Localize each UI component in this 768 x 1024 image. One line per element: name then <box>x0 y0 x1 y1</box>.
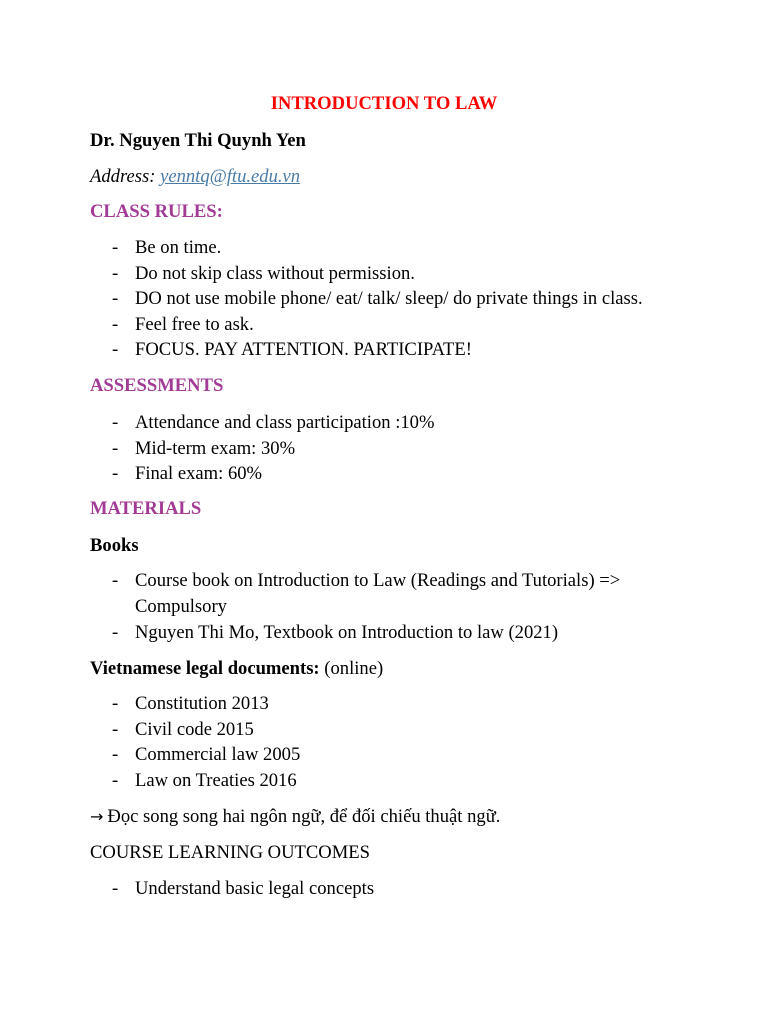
outcomes-heading: COURSE LEARNING OUTCOMES <box>90 842 370 863</box>
materials-heading: MATERIALS <box>90 498 202 519</box>
class-rules-heading: CLASS RULES: <box>90 201 223 222</box>
legal-docs-note: (online) <box>324 658 384 679</box>
document-title: INTRODUCTION TO LAW <box>270 93 498 114</box>
address-line <box>90 166 300 188</box>
legal-docs-heading: Vietnamese legal documents: <box>90 658 320 679</box>
arrow-right-icon: → <box>90 807 104 826</box>
address-email-link[interactable]: yenntq@ftu.edu.vn <box>160 166 301 187</box>
bilingual-note: Đọc song song hai ngôn ngữ, để đối chiếu thuật ngữ. <box>107 806 501 827</box>
address-label: Address: <box>90 166 156 187</box>
document-page: INTRODUCTION TO LAW Dr. Nguyen Thi Quynh Yen Address: yenntq@ftu.edu.vn CLASS RULES: - Be on time. - Do not skip class without permission. - DO not use mobile phone/ eat/ talk/ sleep/ do private things in class. - Feel free to ask. - FOCUS. PAY ATTENTION. PARTICIPATE! ASSESSMENTS - Attendance and class participation :10% - Mid-term exam: 30% - Final exam: 60% MATERIALS Books - Course book on Introduction to Law (Readings and Tutorials) => Compulsory - Nguyen Thi Mo, Textbook on Introduction to law (2021) Vietnamese legal documents: (online) - Constitution 2013 - Civil code 2015 - Commercial law 2005 - Law on Treaties 2016 → Đọc song song hai ngôn ngữ, để đối chiếu thuật ngữ. COURSE LEARNING OUTCOMES - Understand basic legal concepts <box>0 0 768 1024</box>
legal-docs-heading-line <box>90 658 383 680</box>
lecturer-name: Dr. Nguyen Thi Quynh Yen <box>90 130 306 151</box>
books-heading: Books <box>90 535 139 556</box>
bilingual-note-line <box>90 806 500 828</box>
assessments-heading: ASSESSMENTS <box>90 375 224 396</box>
